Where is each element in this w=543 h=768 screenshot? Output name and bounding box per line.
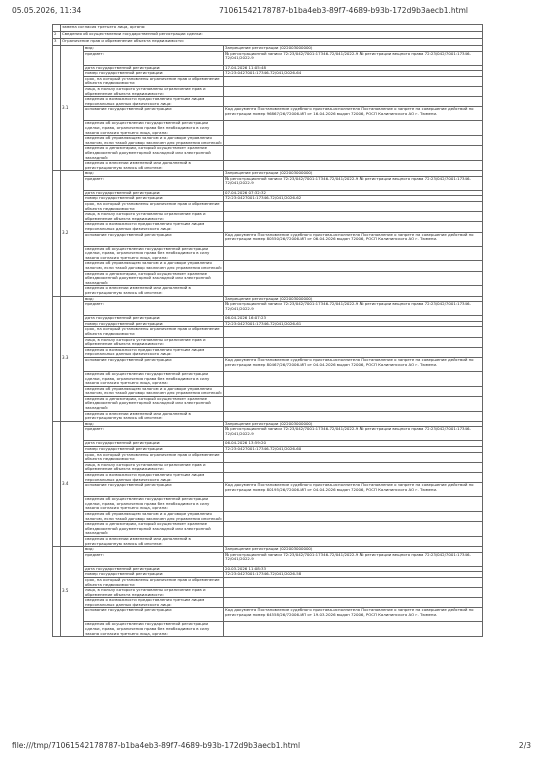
field-label: сведения о возможности предоставления третьим лицам персональных данных физического лица: <box>84 222 224 232</box>
encumbrance-row <box>53 222 483 232</box>
section-num: 3 <box>53 39 61 46</box>
section-num: 2 <box>53 32 61 39</box>
field-value: 17.04.2026 11:05:48 <box>224 65 483 71</box>
field-value <box>224 622 483 637</box>
field-label: сведения об управляющем залогом и о договоре управления залогом, если такой договор заключен для управления ипотекой: <box>85 260 222 270</box>
encumbrance-row <box>53 577 483 587</box>
encumbrance-row <box>53 588 483 598</box>
field-value: 06.04.2026 13:59:20 <box>224 441 483 447</box>
subsection-number: 3.3 <box>61 296 84 421</box>
field-value <box>224 497 483 512</box>
field-label: сведения об осуществлении государственной регистрации сделки, права, ограничения права без необходимого в силу закона согласия третьего лица, органа: <box>84 246 224 261</box>
encumbrance-row <box>53 598 483 608</box>
field-label: сведения об управляющем залогом и о договоре управления залогом, если такой договор заключен для управления ипотекой: <box>85 135 222 145</box>
encumbrance-row <box>53 271 483 286</box>
field-label: сведения о возможности предоставления третьим лицам персональных данных физического лица: <box>84 97 224 107</box>
field-value <box>224 452 483 462</box>
encumbrance-row <box>53 357 483 371</box>
field-value: 72:23:0427001:17346-72/041/2026-62 <box>224 196 483 202</box>
encumbrance-row <box>53 452 483 462</box>
field-value: 72:23:0427001:17346-72/041/2026-60 <box>224 447 483 453</box>
field-label: лицо, в пользу которого установлены ограничение прав и обременение объекта недвижимости: <box>84 337 224 347</box>
field-value: Запрещение регистрации (022003000000) <box>224 421 483 427</box>
field-label: основание государственной регистрации: <box>84 232 224 246</box>
encumbrance-row <box>53 302 483 316</box>
field-label: лицо, в пользу которого установлены ограничение прав и обременение объекта недвижимости: <box>84 86 224 96</box>
field-value: Запрещение регистрации (022003000000) <box>224 296 483 302</box>
field-label: номер государственной регистрации: <box>84 321 224 327</box>
field-value <box>224 337 483 347</box>
field-value <box>224 411 483 421</box>
encumbrance-row <box>53 396 483 411</box>
field-label: предмет: <box>84 302 224 316</box>
field-label: вид: <box>84 171 224 177</box>
field-label: сведения о возможности предоставления третьим лицам персональных данных физического лица: <box>84 473 224 483</box>
encumbrance-row <box>53 473 483 483</box>
encumbrance-row <box>53 536 483 546</box>
top-line-row <box>53 25 483 32</box>
field-value <box>224 473 483 483</box>
field-label: предмет: <box>84 552 224 566</box>
section-title: Сведения об осуществлении государственной регистрации сделки: <box>61 32 483 39</box>
field-value <box>224 136 483 146</box>
encumbrance-row <box>53 386 483 396</box>
encumbrance-row <box>53 337 483 347</box>
field-value: Запрещение регистрации (022003000000) <box>224 547 483 553</box>
field-value <box>224 86 483 96</box>
field-label: основание государственной регистрации: <box>84 608 224 622</box>
field-value <box>224 261 483 271</box>
encumbrance-row <box>53 622 483 637</box>
field-value <box>224 327 483 337</box>
encumbrance-row <box>53 608 483 622</box>
encumbrance-row <box>53 176 483 190</box>
encumbrance-row <box>53 497 483 512</box>
field-value: 72:23:0427001:17346-72/041/2026-61 <box>224 321 483 327</box>
field-label: номер государственной регистрации: <box>84 196 224 202</box>
subsection-number: 3.5 <box>61 547 84 637</box>
field-label: сведения о внесении изменений или дополнений в регистрационную запись об ипотеке: <box>84 161 224 171</box>
field-label: вид: <box>84 547 224 553</box>
print-title: 71061542178787-b1ba4eb3-89f7-4689-b93b-172d9b3aecb1.html <box>219 6 468 15</box>
field-label: дата государственной регистрации: <box>84 190 224 196</box>
field-value <box>224 396 483 411</box>
field-label: сведения о депозитарии, который осуществляет хранение обездвиженной документарной закладной или электронной закладной: <box>84 522 224 537</box>
encumbrance-row <box>53 202 483 212</box>
field-label: предмет: <box>84 51 224 65</box>
field-value: Запрещение регистрации (022003000000) <box>224 46 483 52</box>
field-value <box>224 212 483 222</box>
field-label: сведения об управляющем залогом и о договоре управления залогом, если такой договор заключен для управления ипотекой: <box>85 386 222 396</box>
encumbrance-row <box>53 107 483 121</box>
field-value <box>224 76 483 86</box>
field-label: срок, на который установлены ограничение прав и обременение объекта недвижимости: <box>84 327 224 337</box>
field-value: Код документа Постановление судебного пристава-исполнителя Постановление о запрете на совершение действий по регистрации номер 80550/26/72006-ИП от 06.04.2026 выдан 72006, РОСП Калининского АО г. Тюмени. <box>224 232 483 246</box>
field-value: № регистрационной записи 72:23/042/7001:17346-72/041/2022-9 № регистрации вещного права 72:23/042/7001:17346-72/041/2022-9 <box>224 427 483 441</box>
field-value <box>224 347 483 357</box>
field-label: срок, на который установлены ограничение прав и обременение объекта недвижимости: <box>84 452 224 462</box>
field-value <box>224 202 483 212</box>
field-label: срок, на который установлены ограничение прав и обременение объекта недвижимости: <box>84 202 224 212</box>
field-label: сведения об осуществлении государственной регистрации сделки, права, ограничения права без необходимого в силу закона согласия третьего лица, органа: <box>84 371 224 386</box>
field-value: № регистрационной записи 72:23/042/7001:17346-72/041/2022-9 № регистрации вещного права 72:23/042/7001:17346-72/041/2022-9 <box>224 552 483 566</box>
field-label: сведения об управляющем залогом и о договоре управления залогом, если такой договор заключен для управления ипотекой: <box>85 511 222 521</box>
section-row <box>53 32 483 39</box>
field-label: номер государственной регистрации: <box>84 447 224 453</box>
subsection-number: 3.4 <box>61 421 84 546</box>
field-label: основание государственной регистрации: <box>84 107 224 121</box>
encumbrance-row <box>53 327 483 337</box>
field-value <box>224 146 483 161</box>
encumbrance-row <box>53 97 483 107</box>
field-value: № регистрационной записи 72:23/042/7001:17346-72/041/2022-9 № регистрации вещного права 72:23/042/7001:17346-72/041/2022-9 <box>224 176 483 190</box>
field-label: дата государственной регистрации: <box>84 441 224 447</box>
print-date: 05.05.2026, 11:34 <box>12 6 82 15</box>
field-label: сведения о депозитарии, который осуществляет хранение обездвиженной документарной закладной или электронной закладной: <box>84 146 224 161</box>
field-value: Код документа Постановление судебного пристава-исполнителя Постановление о запрете на совершение действий по регистрации номер 80467/26/72006-ИП от 04.04.2026 выдан 72006, РОСП Калининского АО г. Тюмени. <box>224 357 483 371</box>
field-value <box>224 462 483 472</box>
field-value <box>224 246 483 261</box>
field-value <box>224 588 483 598</box>
top-line-text: замена согласия третьего лица, органа: <box>61 25 483 32</box>
field-label: сведения о возможности предоставления третьим лицам персональных данных физического лица: <box>84 598 224 608</box>
field-value: 06.04.2026 16:07:23 <box>224 316 483 322</box>
document-sheet <box>52 24 483 637</box>
section-title: Ограничение прав и обременение объекта недвижимости: <box>61 39 483 46</box>
encumbrance-row <box>53 511 483 521</box>
field-label: лицо, в пользу которого установлены ограничение прав и обременение объекта недвижимости: <box>84 462 224 472</box>
encumbrance-row <box>53 462 483 472</box>
encumbrance-row <box>53 427 483 441</box>
field-value <box>224 371 483 386</box>
encumbrance-row <box>53 411 483 421</box>
field-label: сведения о депозитарии, который осуществляет хранение обездвиженной документарной закладной или электронной закладной: <box>84 396 224 411</box>
field-label: сведения о внесении изменений или дополнений в регистрационную запись об ипотеке: <box>84 536 224 546</box>
field-value: 07.04.2026 07:32:32 <box>224 190 483 196</box>
field-label: предмет: <box>84 427 224 441</box>
field-label: вид: <box>84 296 224 302</box>
field-label: срок, на который установлены ограничение прав и обременение объекта недвижимости: <box>84 76 224 86</box>
field-label: сведения об осуществлении государственной регистрации сделки, права, ограничения права без необходимого в силу закона согласия третьего лица, органа: <box>84 121 224 136</box>
field-value <box>224 286 483 296</box>
field-label: дата государственной регистрации: <box>84 566 224 572</box>
extract-table <box>52 24 483 637</box>
field-value <box>224 97 483 107</box>
encumbrance-row <box>53 161 483 171</box>
field-label: сведения о внесении изменений или дополнений в регистрационную запись об ипотеке: <box>84 286 224 296</box>
encumbrance-row <box>53 522 483 537</box>
field-label: лицо, в пользу которого установлены ограничение прав и обременение объекта недвижимости: <box>84 588 224 598</box>
field-label: предмет: <box>84 176 224 190</box>
encumbrance-row <box>53 286 483 296</box>
field-value: 72:23:0427001:17346-72/041/2026-64 <box>224 71 483 77</box>
section-row <box>53 39 483 46</box>
field-label: вид: <box>84 421 224 427</box>
field-label: сведения об осуществлении государственной регистрации сделки, права, ограничения права без необходимого в силу закона согласия третьего лица, органа: <box>84 622 224 637</box>
print-header <box>12 6 531 15</box>
encumbrance-row <box>53 483 483 497</box>
field-value <box>224 121 483 136</box>
encumbrance-row <box>53 76 483 86</box>
field-value: Запрещение регистрации (022003000000) <box>224 171 483 177</box>
field-value <box>224 598 483 608</box>
field-label: сведения об осуществлении государственной регистрации сделки, права, ограничения права без необходимого в силу закона согласия третьего лица, органа: <box>84 497 224 512</box>
field-label: сведения о возможности предоставления третьим лицам персональных данных физического лица: <box>84 347 224 357</box>
field-value: № регистрационной записи 72:23/042/7001:17346-72/041/2022-9 № регистрации вещного права 72:23/042/7001:17346-72/041/2022-9 <box>224 51 483 65</box>
encumbrance-row <box>53 246 483 261</box>
subsection-number: 3.1 <box>61 46 84 171</box>
field-value: 20.03.2026 11:08:33 <box>224 566 483 572</box>
encumbrance-row <box>53 146 483 161</box>
encumbrance-row <box>53 121 483 136</box>
field-value <box>224 536 483 546</box>
encumbrance-row <box>53 86 483 96</box>
field-label: номер государственной регистрации: <box>84 71 224 77</box>
subsection-number: 3.2 <box>61 171 84 296</box>
file-url: file:///tmp/71061542178787-b1ba4eb3-89f7-4689-b93b-172d9b3aecb1.html <box>12 741 301 750</box>
field-value <box>224 577 483 587</box>
encumbrance-row <box>53 51 483 65</box>
encumbrance-row <box>53 232 483 246</box>
field-label: вид: <box>84 46 224 52</box>
encumbrance-row <box>53 371 483 386</box>
encumbrance-row <box>53 212 483 222</box>
field-value <box>224 386 483 396</box>
field-label: лицо, в пользу которого установлены ограничение прав и обременение объекта недвижимости: <box>84 212 224 222</box>
field-label: дата государственной регистрации: <box>84 316 224 322</box>
encumbrance-row <box>53 552 483 566</box>
field-value <box>224 511 483 521</box>
field-value <box>224 161 483 171</box>
field-value <box>224 222 483 232</box>
print-footer <box>12 741 531 750</box>
field-value: Код документа Постановление судебного пристава-исполнителя Постановление о запрете на совершение действий по регистрации номер 80195/26/72006-ИП от 04.04.2026 выдан 72006, РОСП Калининского АО г. Тюмени. <box>224 483 483 497</box>
field-label: сведения о внесении изменений или дополнений в регистрационную запись об ипотеке: <box>84 411 224 421</box>
field-label: номер государственной регистрации: <box>84 572 224 578</box>
field-label: срок, на который установлены ограничение прав и обременение объекта недвижимости: <box>84 577 224 587</box>
field-value: № регистрационной записи 72:23/042/7001:17346-72/041/2022-9 № регистрации вещного права 72:23/042/7001:17346-72/041/2022-9 <box>224 302 483 316</box>
encumbrance-row <box>53 136 483 146</box>
field-label: основание государственной регистрации: <box>84 357 224 371</box>
encumbrance-row <box>53 261 483 271</box>
field-value <box>224 522 483 537</box>
field-value: Код документа Постановление судебного пристава-исполнителя Постановление о запрете на совершение действий по регистрации номер 96867/26/72006-ИП от 16.04.2026 выдан 72006, РОСП Калининского АО г. Тюмени. <box>224 107 483 121</box>
field-value: Код документа Постановление судебного пристава-исполнителя Постановление о запрете на совершение действий по регистрации номер 64558/26/72006-ИП от 19.03.2026 выдан 72006, РОСП Калининского АО г. Тюмени. <box>224 608 483 622</box>
field-value <box>224 271 483 286</box>
field-label: сведения о депозитарии, который осуществляет хранение обездвиженной документарной закладной или электронной закладной: <box>84 271 224 286</box>
encumbrance-row <box>53 347 483 357</box>
field-label: основание государственной регистрации: <box>84 483 224 497</box>
field-value: 72:23:0427001:17346-72/041/2026-58 <box>224 572 483 578</box>
field-label: дата государственной регистрации: <box>84 65 224 71</box>
page-number: 2/3 <box>518 741 531 750</box>
